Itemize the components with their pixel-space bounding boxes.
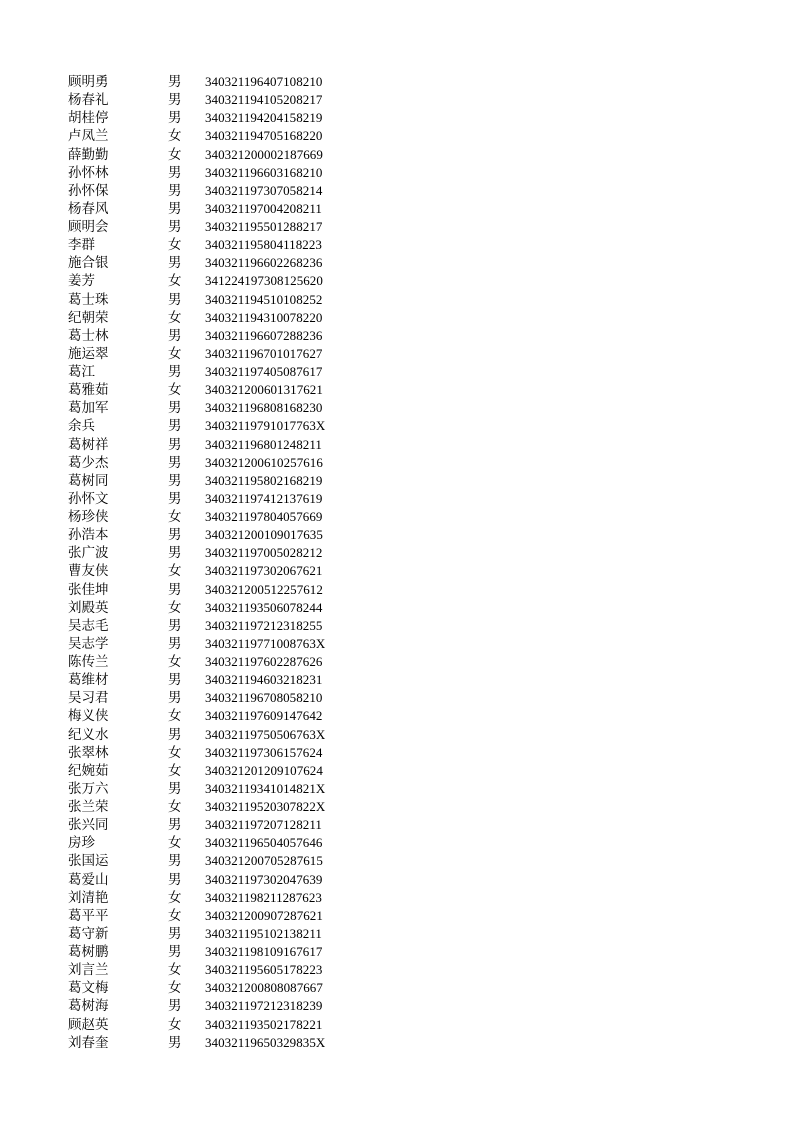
list-item [68, 997, 388, 1015]
person-gender: 男 [168, 182, 182, 199]
person-gender: 男 [168, 291, 182, 308]
person-id-number: 340321194705168220 [205, 128, 323, 144]
list-item [68, 689, 388, 707]
person-id-number: 340321197412137619 [205, 490, 323, 506]
list-item [68, 671, 388, 689]
person-gender: 女 [168, 128, 182, 145]
person-gender: 男 [168, 817, 182, 834]
list-item [68, 544, 388, 562]
person-id-number: 340321195804118223 [205, 237, 322, 253]
list-item [68, 943, 388, 961]
person-gender: 女 [168, 835, 182, 852]
person-id-number: 340321197302067621 [205, 563, 323, 579]
person-name: 刘清艳 [68, 889, 109, 906]
person-gender: 男 [168, 110, 182, 127]
list-item [68, 417, 388, 435]
person-name: 张翠林 [68, 744, 109, 761]
person-name: 顾赵英 [68, 1016, 109, 1033]
list-item [68, 581, 388, 599]
list-item [68, 925, 388, 943]
person-id-number: 340321197212318239 [205, 998, 323, 1014]
list-item [68, 345, 388, 363]
person-id-number: 340321201209107624 [205, 762, 323, 778]
person-name: 葛江 [68, 364, 95, 380]
person-id-number: 340321200808087667 [205, 980, 323, 996]
person-id-number: 340321196603168210 [205, 164, 323, 180]
person-name: 曹友侠 [68, 563, 109, 580]
person-name: 葛文梅 [68, 980, 109, 997]
list-item [68, 381, 388, 399]
person-gender: 男 [168, 617, 182, 634]
person-gender: 女 [168, 762, 182, 779]
person-id-number: 340321197005028212 [205, 545, 323, 561]
person-id-number: 340321196708058210 [205, 690, 323, 706]
person-name: 顾明会 [68, 219, 109, 235]
person-gender: 女 [168, 146, 182, 163]
person-gender: 女 [168, 980, 182, 997]
person-name: 梅义侠 [68, 708, 109, 725]
person-gender: 男 [168, 418, 182, 435]
person-id-number: 34032119771008763X [205, 635, 326, 651]
person-name: 孙浩本 [68, 527, 109, 544]
person-gender: 男 [168, 581, 182, 598]
person-name: 葛树同 [68, 472, 109, 489]
person-id-number: 340321196602268236 [205, 255, 323, 271]
list-item [68, 834, 388, 852]
person-list [68, 73, 388, 1052]
person-id-number: 340321198211287623 [205, 889, 322, 905]
person-name: 张兴同 [68, 817, 109, 834]
person-gender: 男 [168, 436, 182, 453]
person-id-number: 340321196801248211 [205, 436, 322, 452]
person-gender: 女 [168, 237, 182, 254]
person-name: 葛爱山 [68, 871, 109, 888]
person-gender: 女 [168, 382, 182, 399]
person-name: 杨珍侠 [68, 509, 109, 525]
person-gender: 女 [168, 509, 182, 525]
list-item [68, 635, 388, 653]
person-id-number: 340321194310078220 [205, 309, 323, 325]
list-item [68, 889, 388, 907]
person-name: 葛雅茹 [68, 382, 109, 399]
person-name: 余兵 [68, 418, 95, 435]
person-id-number: 340321195102138211 [205, 925, 322, 941]
person-id-number: 340321193506078244 [205, 599, 323, 615]
person-id-number: 340321200705287615 [205, 853, 323, 869]
person-name: 纪朝荣 [68, 309, 109, 326]
person-gender: 男 [168, 635, 182, 652]
person-name: 孙怀林 [68, 164, 109, 181]
person-gender: 女 [168, 708, 182, 725]
list-item [68, 653, 388, 671]
list-item [68, 91, 388, 109]
person-id-number: 340321200002187669 [205, 146, 323, 162]
person-gender: 男 [168, 490, 182, 507]
list-item [68, 526, 388, 544]
person-name: 葛少杰 [68, 454, 109, 471]
list-item [68, 961, 388, 979]
list-item [68, 182, 388, 200]
person-id-number: 340321195501288217 [205, 219, 323, 234]
list-item [68, 508, 388, 526]
person-name: 杨春礼 [68, 92, 109, 109]
person-id-number: 340321196808168230 [205, 400, 323, 416]
person-id-number: 340321197804057669 [205, 509, 323, 524]
person-id-number: 340321197405087617 [205, 364, 323, 379]
person-id-number: 340321193502178221 [205, 1016, 323, 1032]
person-id-number: 340321197307058214 [205, 182, 323, 198]
list-item [68, 1034, 388, 1052]
list-item [68, 490, 388, 508]
list-item [68, 200, 388, 218]
person-gender: 男 [168, 527, 182, 544]
person-id-number: 340321195802168219 [205, 472, 323, 488]
person-gender: 男 [168, 327, 182, 344]
person-gender: 女 [168, 273, 182, 290]
person-name: 李群 [68, 237, 95, 254]
person-name: 张兰荣 [68, 799, 109, 815]
person-name: 葛树海 [68, 998, 109, 1015]
list-item [68, 164, 388, 182]
person-name: 葛加军 [68, 400, 109, 417]
person-gender: 女 [168, 309, 182, 326]
person-gender: 男 [168, 726, 182, 743]
list-item [68, 871, 388, 889]
person-gender: 女 [168, 563, 182, 580]
person-gender: 男 [168, 780, 182, 797]
person-gender: 男 [168, 944, 182, 960]
person-gender: 男 [168, 545, 182, 562]
list-item [68, 472, 388, 490]
person-name: 吴志毛 [68, 617, 109, 634]
person-id-number: 340321197207128211 [205, 817, 322, 833]
list-item [68, 73, 388, 91]
list-item [68, 707, 388, 725]
person-name: 纪义水 [68, 726, 109, 743]
person-id-number: 340321197306157624 [205, 744, 323, 760]
list-item [68, 599, 388, 617]
person-name: 房珍 [68, 835, 95, 852]
list-item [68, 436, 388, 454]
person-name: 吴习君 [68, 690, 109, 707]
person-name: 葛树祥 [68, 436, 109, 453]
person-id-number: 340321196407108210 [205, 74, 323, 89]
person-id-number: 340321200907287621 [205, 907, 323, 923]
list-item [68, 309, 388, 327]
person-name: 薛勤勤 [68, 146, 109, 163]
person-name: 葛树鹏 [68, 944, 109, 960]
list-item [68, 236, 388, 254]
person-gender: 女 [168, 889, 182, 906]
person-id-number: 340321197004208211 [205, 200, 322, 216]
person-gender: 男 [168, 672, 182, 689]
person-name: 刘殿英 [68, 599, 109, 616]
person-id-number: 340321197609147642 [205, 708, 323, 724]
person-id-number: 340321197602287626 [205, 654, 323, 669]
person-gender: 男 [168, 364, 182, 380]
person-gender: 女 [168, 907, 182, 924]
list-item [68, 291, 388, 309]
person-gender: 男 [168, 472, 182, 489]
person-name: 张佳坤 [68, 581, 109, 598]
person-name: 葛平平 [68, 907, 109, 924]
list-item [68, 852, 388, 870]
list-item [68, 454, 388, 472]
person-id-number: 340321196504057646 [205, 835, 323, 851]
list-item [68, 146, 388, 164]
list-item [68, 327, 388, 345]
person-name: 施运翠 [68, 345, 109, 362]
person-gender: 男 [168, 200, 182, 217]
person-gender: 男 [168, 255, 182, 272]
person-gender: 男 [168, 400, 182, 417]
person-gender: 女 [168, 345, 182, 362]
person-name: 杨春风 [68, 200, 109, 217]
person-gender: 男 [168, 219, 182, 235]
person-id-number: 340321198109167617 [205, 944, 323, 959]
list-item [68, 109, 388, 127]
person-name: 卢凤兰 [68, 128, 109, 145]
person-gender: 女 [168, 962, 182, 979]
list-item [68, 744, 388, 762]
person-id-number: 340321195605178223 [205, 962, 323, 978]
person-name: 吴志学 [68, 635, 109, 652]
person-name: 葛守新 [68, 925, 109, 942]
person-id-number: 340321200610257616 [205, 454, 323, 470]
person-gender: 男 [168, 690, 182, 707]
person-id-number: 340321200512257612 [205, 581, 323, 597]
person-name: 孙怀文 [68, 490, 109, 507]
person-id-number: 340321196701017627 [205, 345, 323, 361]
person-name: 陈传兰 [68, 654, 109, 670]
person-name: 张万六 [68, 780, 109, 797]
person-id-number: 340321194510108252 [205, 291, 323, 307]
person-id-number: 34032119520307822X [205, 799, 326, 814]
person-gender: 女 [168, 744, 182, 761]
person-id-number: 340321200109017635 [205, 527, 323, 543]
list-item [68, 816, 388, 834]
person-gender: 男 [168, 998, 182, 1015]
person-id-number: 34032119650329835X [205, 1034, 326, 1050]
list-item [68, 1016, 388, 1034]
list-item [68, 762, 388, 780]
person-id-number: 340321194105208217 [205, 92, 323, 108]
person-gender: 女 [168, 599, 182, 616]
person-gender: 男 [168, 454, 182, 471]
list-item [68, 363, 388, 381]
person-gender: 女 [168, 1016, 182, 1033]
person-id-number: 34032119341014821X [205, 780, 326, 796]
list-item [68, 780, 388, 798]
person-gender: 男 [168, 871, 182, 888]
list-item [68, 979, 388, 997]
person-name: 葛维材 [68, 672, 109, 689]
person-name: 葛士林 [68, 327, 109, 344]
person-gender: 女 [168, 654, 182, 670]
person-name: 胡桂停 [68, 110, 109, 127]
person-name: 姜芳 [68, 273, 95, 290]
person-name: 张广波 [68, 545, 109, 562]
list-item [68, 617, 388, 635]
list-item [68, 726, 388, 744]
person-gender: 男 [168, 74, 182, 90]
person-name: 施合银 [68, 255, 109, 272]
list-item [68, 399, 388, 417]
person-gender: 男 [168, 925, 182, 942]
list-item [68, 218, 388, 236]
list-item [68, 254, 388, 272]
person-id-number: 340321194204158219 [205, 110, 323, 126]
list-item [68, 562, 388, 580]
person-name: 顾明勇 [68, 74, 109, 90]
person-gender: 女 [168, 799, 182, 815]
person-gender: 男 [168, 853, 182, 870]
person-name: 葛士珠 [68, 291, 109, 308]
person-id-number: 340321197212318255 [205, 617, 323, 633]
list-item [68, 272, 388, 290]
person-name: 孙怀保 [68, 182, 109, 199]
list-item [68, 907, 388, 925]
list-item [68, 798, 388, 816]
person-gender: 男 [168, 92, 182, 109]
person-gender: 男 [168, 164, 182, 181]
person-id-number: 34032119791017763X [205, 418, 326, 434]
person-id-number: 340321194603218231 [205, 672, 323, 688]
person-id-number: 34032119750506763X [205, 726, 326, 742]
person-id-number: 340321200601317621 [205, 382, 323, 398]
person-name: 张国运 [68, 853, 109, 870]
list-item [68, 127, 388, 145]
person-name: 刘春奎 [68, 1034, 109, 1051]
person-id-number: 341224197308125620 [205, 273, 323, 289]
person-gender: 男 [168, 1034, 182, 1051]
person-id-number: 340321196607288236 [205, 327, 323, 343]
person-name: 刘言兰 [68, 962, 109, 979]
person-name: 纪婉茹 [68, 762, 109, 779]
person-id-number: 340321197302047639 [205, 871, 323, 887]
